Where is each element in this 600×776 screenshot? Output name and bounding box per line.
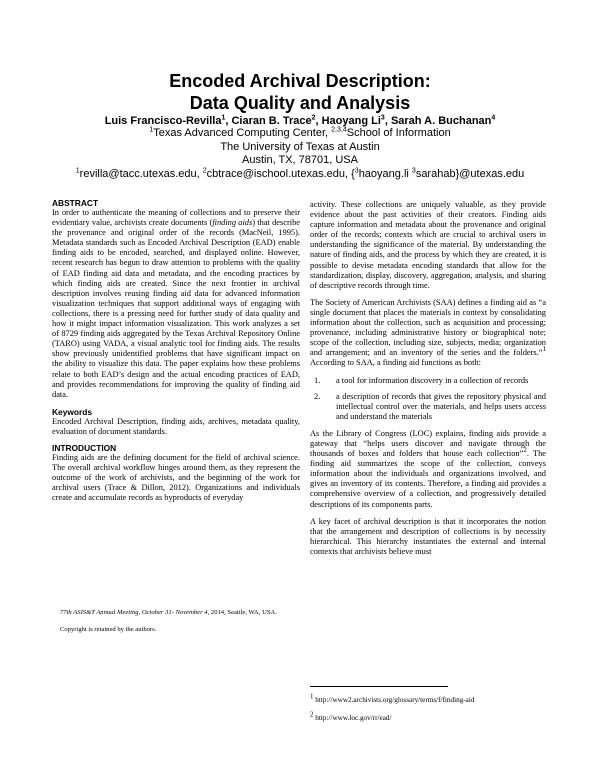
copyright-text: Copyright is retained by the authors. [60, 626, 157, 633]
author-name: Sarah A. Buchanan [390, 115, 492, 127]
footnote-item [310, 692, 546, 705]
body-paragraph [310, 429, 546, 510]
footnote-url: http://www.loc.gov/rr/ead/ [313, 714, 392, 722]
affiliation-emails [0, 168, 600, 182]
list-item [310, 392, 546, 422]
email-text: haoyang.li [358, 167, 412, 180]
introduction-text: Finding aids are the defining document for the field of archival science. The overall archival workflow hinges around them, as they represent the outcome of the work of archivists, and the beginning of the work for archival users (Trace & Dillon, 2012). Organizations and individuals create and accumulate records as byproducts of everyday [52, 452, 300, 503]
footnote-number: 2 [310, 710, 314, 719]
abstract-text-b: ) that describe the provenance and original order of the records (MacNeil, 1995). Metadata standards such as Encoded Archival Description (EAD) enable finding aids to be encoded, searched, and displayed online. However, recent research has begun to draw attention to problems with the quality of EAD finding aid data and metadata, and the encoding practices by which finding aids are created. Since the next frontier in archival description involves reusing finding aid data for advanced information visualization techniques that support additional ways of engaging with collections, there is a pressing need for further study of data quality and how it might impact information visualization. This work analyzes a set of 8729 finding aids aggregated by the Texas Archival Repository Online (TARO) using VADA, a visual analytic tool for finding aids. The results show previously unidentified problems that have significant impact on the ability to visualize this data. The paper explains how these problems relate to both EAD’s design and the actual encoding practices of EAD, and provides recommendations for improving the quality of finding aid data. [52, 218, 301, 399]
loc-text-a: As the Library of Congress (LOC) explains, finding aids provide a gateway that “helps users discover and navigate through the thousands of boxes and folders that house each collection” [310, 428, 546, 459]
saa-definition: The Society of American Archivists (SAA) defines a finding aid as “a single document that places the materials in context by consolidating information about the collection, such as acquisition and processing; provenance, including administrative history or biographical note; scope of the collection, including size, subjects, media; organization and arrangement; and an inventory of the series and the folders.” [310, 297, 546, 358]
footnote-item [310, 710, 546, 723]
keywords-heading: Keywords [52, 406, 93, 417]
author-sup: 4 [491, 114, 496, 122]
affil-sup: 2,3,4 [331, 126, 347, 134]
author-name: Luis Francisco-Revilla [104, 115, 222, 127]
body-paragraph: activity. These collections are uniquely valuable, as they provide evidence about the past activities of their creators. Finding aids capture information and metadata about the provenance and original order of the records; contexts which are crucial to archival users in understanding the significance of the material. By understanding the nature of finding aids, and the process by which they are created, it is possible to devise metadata encoding standards that allow for the standardization, display, discovery, aggregation, analysis, and sharing of descriptive records through time. [310, 200, 546, 290]
list-item [310, 376, 546, 386]
email-sup: 3 [411, 166, 416, 174]
meeting-place: 2014, Seattle, WA, USA. [209, 609, 277, 616]
left-column [52, 198, 300, 510]
author-name: Ciaran B. Trace [231, 115, 312, 127]
list-number: 2. [314, 391, 321, 401]
email-text: sarahab}@utexas.edu [415, 167, 525, 180]
footnote-url: http://www2.archivists.org/glossary/terms/f/finding-aid [313, 696, 475, 704]
affiliation-university: The University of Texas at Austin [220, 140, 380, 153]
affil-inst-2: School of Information [346, 127, 451, 139]
affil-sup: 1 [149, 126, 154, 134]
author-list: Luis Francisco-Revilla$^1$, Ciaran B. Trace$^2$, Haoyang Li$^3$, Sarah A. Buchanan$^4$ [104, 114, 496, 127]
meeting-name: 77th ASIS&T Annual Meeting, October 31- November 4, [60, 609, 210, 616]
email-text: cbtrace@ischool.utexas.edu, { [206, 167, 355, 180]
footnotes [310, 686, 546, 731]
author-sup: 2 [311, 114, 316, 122]
list-text: a description of records that gives the repository physical and intellectual control over the materials, and helps users access and understand the materials [336, 391, 546, 421]
footnote-divider [310, 686, 448, 687]
author-name: Haoyang Li [321, 115, 381, 127]
email-sup: 3 [354, 166, 359, 174]
title-line-1: Encoded Archival Description: [169, 71, 431, 91]
right-column [310, 200, 546, 564]
affiliation-block [0, 127, 600, 181]
functions-list [310, 376, 546, 422]
loc-text-b: . The finding aid summarizes the scope of the collection, conveys information about the individuals and organizations involved, and gives an inventory of its contents. Therefore, a finding aid provides a comprehensive overview of a collection, and progressively detailed descriptions of its components parts. [310, 449, 546, 509]
abstract-text-a: In order to authenticate the meaning of collections and to preserve their evidentiary value, archivists create documents ( [52, 208, 300, 228]
conference-note [60, 608, 300, 642]
email-sup: 1 [75, 166, 80, 174]
footnote-number: 1 [310, 692, 314, 701]
abstract-text-em: finding aids [212, 218, 253, 228]
email-text: revilla@tacc.utexas.edu, [79, 167, 203, 180]
body-paragraph: A key facet of archival description is that it incorporates the notion that the arrangement and description of collections is by necessity hierarchical. This hierarchy instantiates the external and internal contexts that archivists believe must [310, 516, 546, 556]
keywords-text: Encoded Archival Description, finding aids, archives, metadata quality, evaluation of document standards. [52, 416, 300, 436]
saa-functions: According to SAA, a finding aid functions as both: [310, 358, 481, 368]
meeting-info [60, 608, 300, 617]
body-paragraph [310, 298, 546, 369]
author-sup: 1 [221, 114, 226, 122]
affiliation-city: Austin, TX, 78701, USA [242, 154, 358, 166]
title-line-2: Data Quality and Analysis [189, 93, 411, 113]
abstract-heading: ABSTRACT [52, 198, 99, 208]
list-text: a tool for information discovery in a collection of records [336, 375, 529, 385]
affil-inst-1: Texas Advanced Computing Center, [153, 127, 332, 139]
paper-title [0, 70, 600, 114]
abstract-text [52, 208, 300, 400]
author-sup: 3 [380, 114, 385, 122]
footnote-ref: 1 [542, 345, 546, 354]
email-sup: 2 [202, 166, 207, 174]
footnote-ref: 2 [523, 446, 527, 455]
introduction-heading: INTRODUCTION [52, 442, 117, 453]
affiliation-institutions [0, 127, 600, 141]
list-number: 1. [314, 375, 321, 385]
